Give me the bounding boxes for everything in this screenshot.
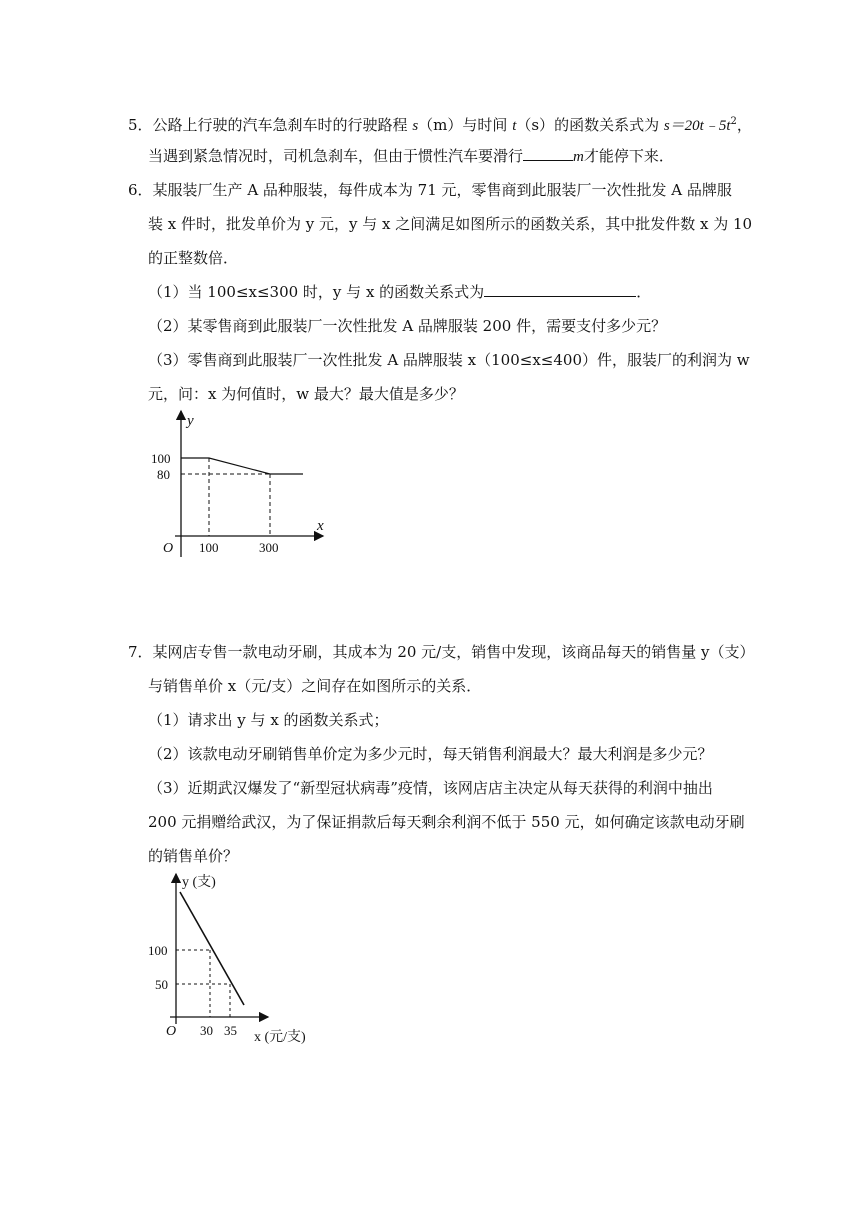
q5-text: 才能停下来． (583, 147, 674, 165)
q7-sub3-text: 的销售单价？ (148, 847, 239, 865)
q5-unit-m: （m） (418, 116, 463, 134)
q6-line-1 (128, 180, 732, 200)
q7-x-tick-35: 35 (224, 1023, 237, 1038)
q5-text: 当遇到紧急情况时，司机急刹车，但由于惯性汽车要滑行 (148, 147, 524, 165)
q6-sub2-text: （2）某零售商到此服装厂一次性批发 A 品牌服装 200 件，需要支付多少元？ (148, 317, 667, 335)
q7-sub-3-line-1 (148, 778, 713, 798)
q5-text: ， (736, 116, 752, 134)
q7-sub-1 (148, 710, 389, 730)
q7-graph (140, 868, 330, 1048)
q6-x-label: x (317, 518, 324, 534)
q6-x-tick-100: 100 (199, 540, 219, 555)
q6-line-2 (148, 214, 752, 234)
q5-var-s: s (412, 118, 419, 134)
q6-sub3-text: （3）零售商到此服装厂一次性批发 A 品牌服装 x（100≤x≤400）件，服装厂的利润为 w (148, 351, 750, 369)
q6-sub3-text: 元，问：x 为何值时，w 最大？最大值是多少？ (148, 385, 464, 403)
q6-origin-label: O (163, 541, 174, 556)
q6-number: 6． (128, 181, 153, 199)
q6-sub-2 (148, 316, 666, 336)
q5-unit-s: （s） (516, 116, 555, 134)
q5-line-2 (148, 146, 674, 167)
q6-line-3 (148, 248, 238, 268)
q5-text: 的函数关系式为 (554, 116, 664, 134)
q7-sub1-text: （1）请求出 y 与 x 的函数关系式； (148, 711, 389, 729)
q6-graph (145, 405, 335, 565)
q7-sub3-text: （3）近期武汉爆发了“新型冠状病毒”疫情，该网店店主决定从每天获得的利润中抽出 (148, 779, 713, 797)
q5-var-t: t (512, 118, 517, 134)
q5-text: 公路上行驶的汽车急刹车时的行驶路程 (152, 116, 413, 134)
q5-number: 5． (128, 116, 153, 134)
q5-var-m: m (573, 149, 584, 165)
q7-x-tick-30: 30 (200, 1023, 213, 1038)
q6-function-line (181, 458, 303, 474)
q7-y-label: y (支) (182, 875, 216, 890)
q7-sub-2 (148, 744, 713, 764)
q6-y-tick-100: 100 (151, 451, 171, 466)
q7-line-2 (148, 676, 481, 696)
q6-sub-3-line-1 (148, 350, 750, 370)
q6-text: 装 x 件时，批发单价为 y 元，y 与 x 之间满足如图所示的函数关系，其中批发件数 x 为 10 (148, 215, 753, 233)
q7-y-tick-100: 100 (148, 943, 168, 958)
q5-line-1 (128, 112, 752, 136)
q6-text: 的正整数倍． (148, 249, 239, 267)
q6-y-tick-80: 80 (157, 467, 170, 482)
q7-function-line (180, 892, 244, 1005)
q6-text: 某服装厂生产 A 品种服装，每件成本为 71 元，零售商到此服装厂一次性批发 A 品牌服 (152, 181, 732, 199)
q7-text: 某网店专售一款电动牙刷，其成本为 20 元/支，销售中发现，该商品每天的销售量 y（支） (152, 643, 755, 661)
q7-number: 7． (128, 643, 153, 661)
q6-sub1-text: （1）当 100≤x≤300 时，y 与 x 的函数关系式为 (148, 283, 485, 301)
q6-y-label: y (187, 413, 194, 429)
q7-sub-3-line-3 (148, 846, 238, 866)
q7-text: 与销售单价 x（元/支）之间存在如图所示的关系． (148, 677, 482, 695)
q7-x-label: x (元/支) (254, 1030, 306, 1045)
q7-origin-label: O (166, 1024, 177, 1039)
q7-sub3-text: 200 元捐赠给武汉，为了保证捐款后每天剩余利润不低于 550 元，如何确定该款电动牙刷 (148, 813, 745, 831)
q6-sub-3-line-2 (148, 384, 464, 404)
q5-answer-blank (523, 146, 573, 161)
q6-answer-blank (484, 282, 636, 297)
q7-line-1 (128, 642, 754, 662)
q7-sub2-text: （2）该款电动牙刷销售单价定为多少元时，每天销售利润最大？最大利润是多少元？ (148, 745, 713, 763)
q6-sub-1 (148, 282, 651, 302)
q5-formula-exponent: 2 (730, 116, 737, 127)
q6-x-tick-300: 300 (259, 540, 279, 555)
q5-text: 与时间 (462, 116, 513, 134)
q6-text: ． (636, 283, 652, 301)
q7-y-tick-50: 50 (155, 977, 168, 992)
q7-sub-3-line-2 (148, 812, 745, 832)
q5-formula: s＝20t﹣5t (663, 118, 731, 134)
